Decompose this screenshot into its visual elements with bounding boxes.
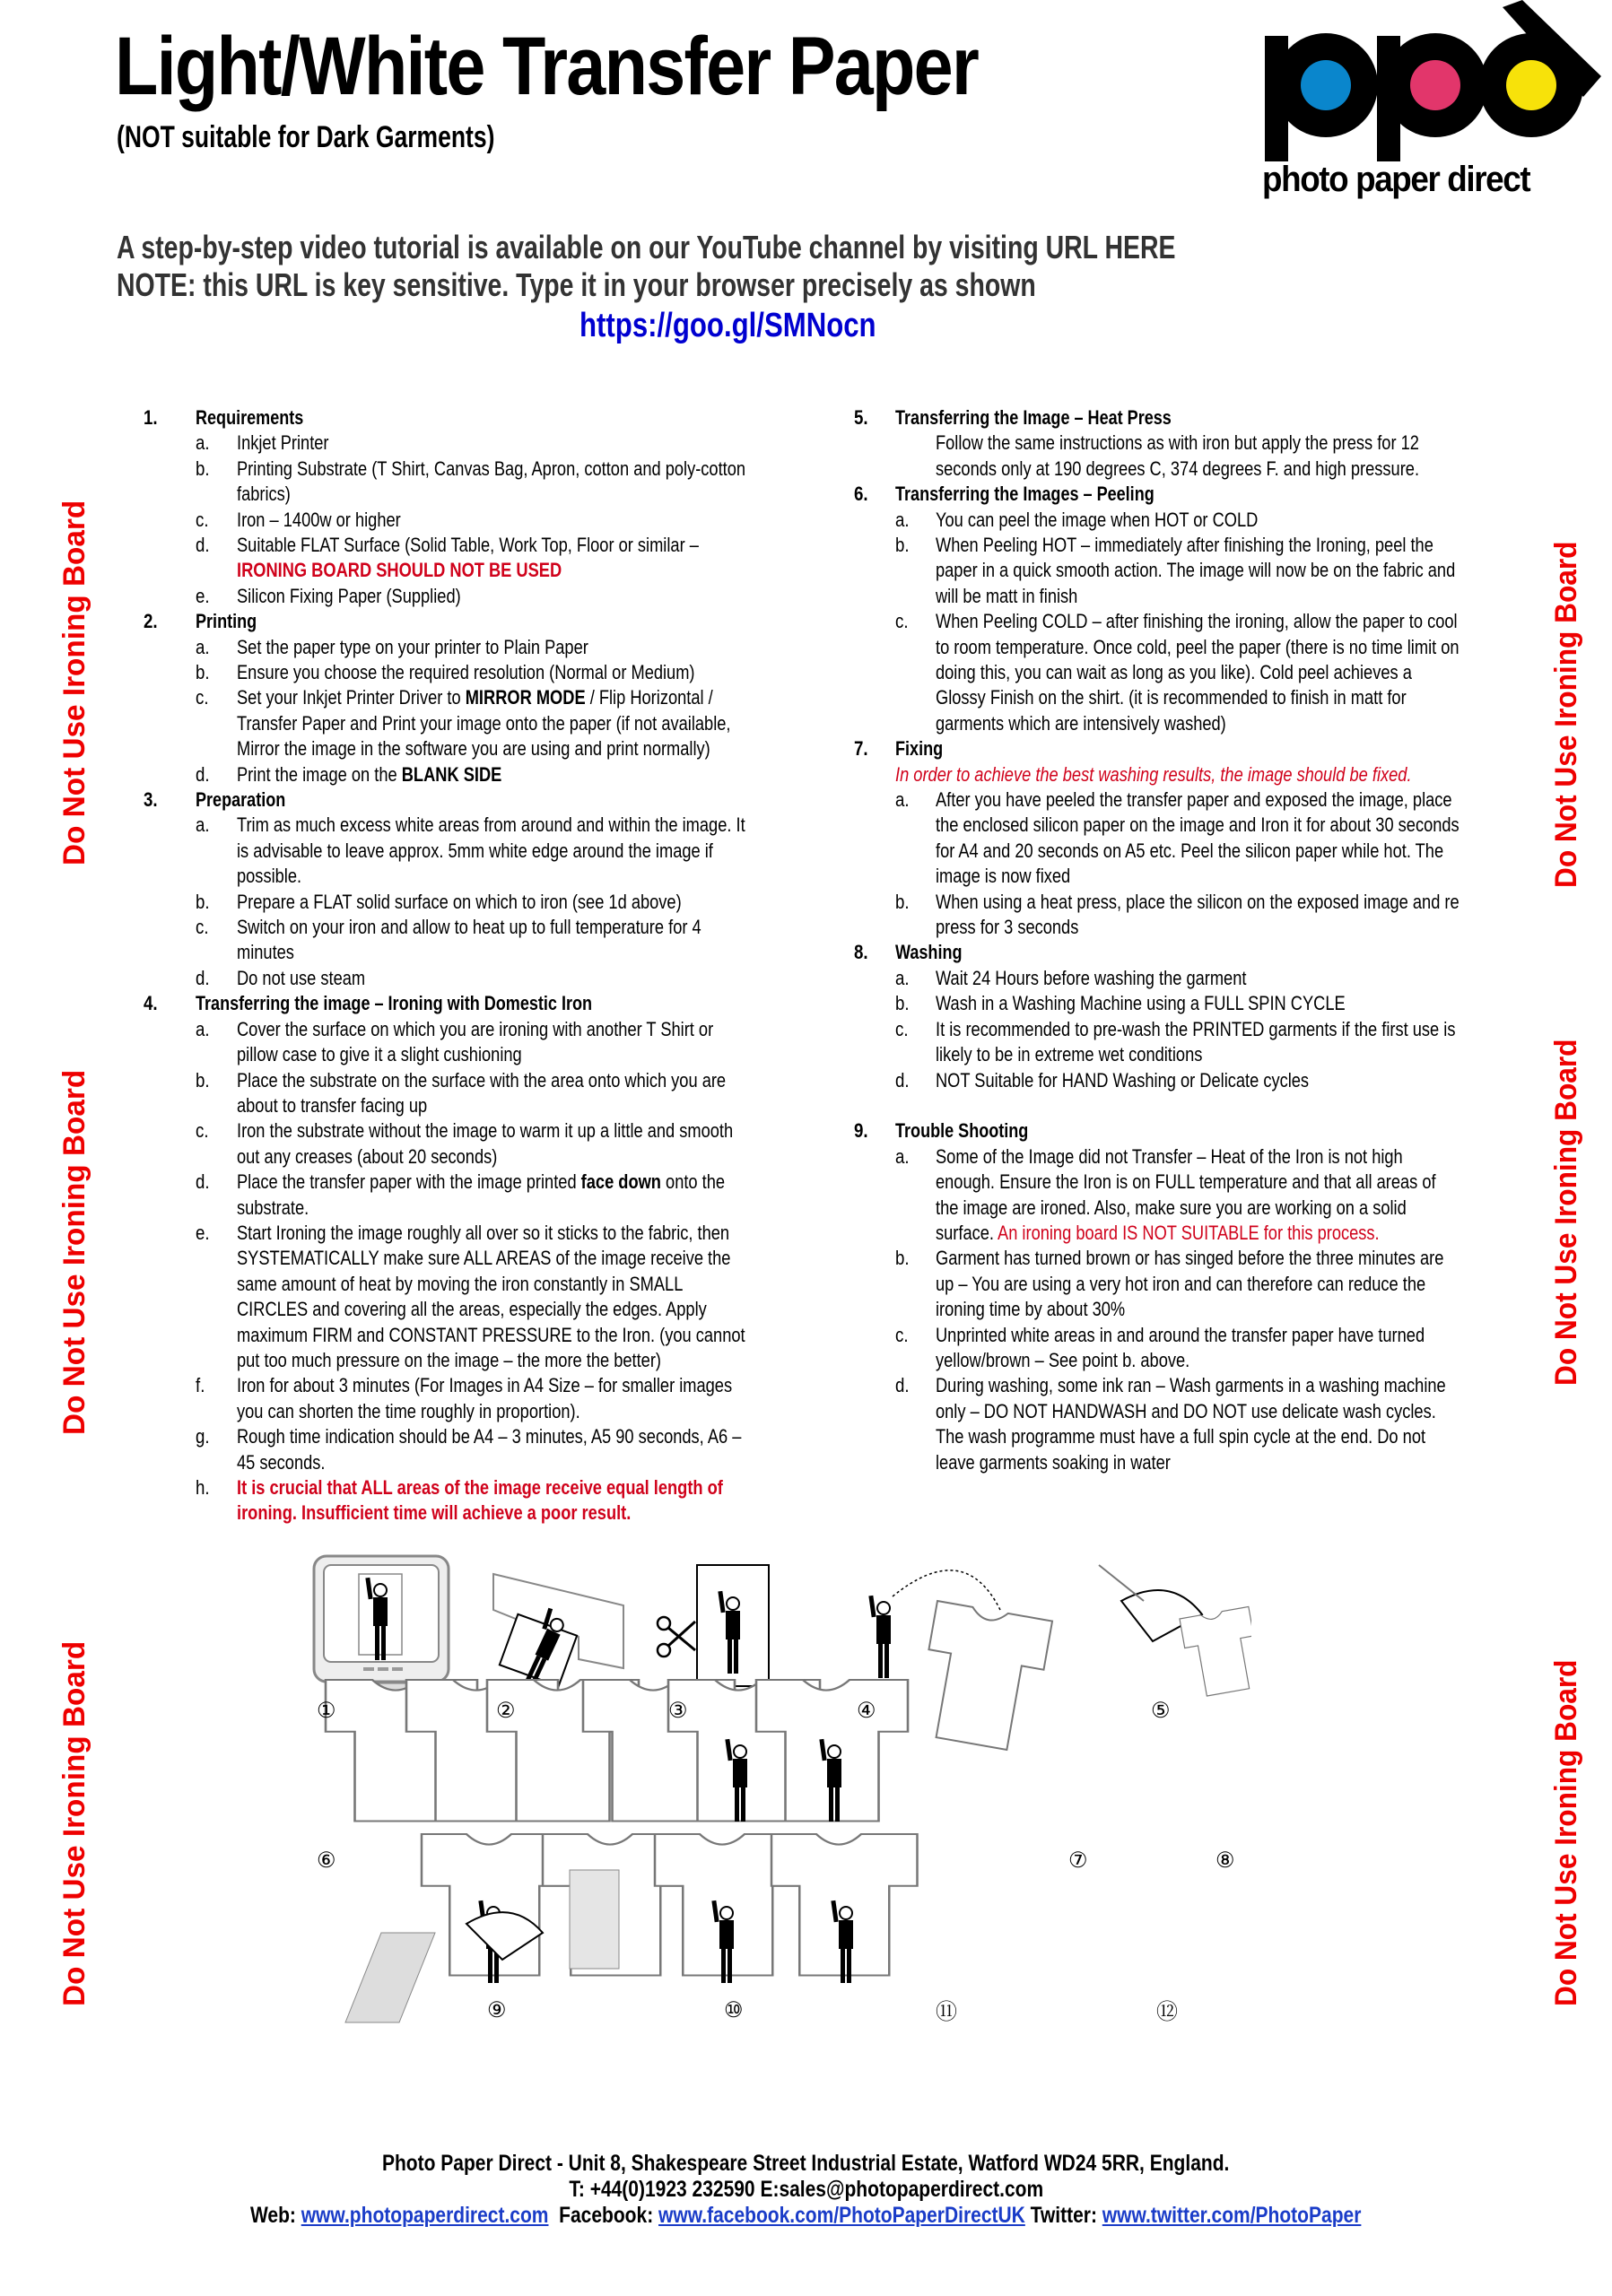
side-warning-right-2: Do Not Use Ironing Board (1549, 1039, 1583, 1386)
step-number-3: ③ (668, 1699, 688, 1723)
tutorial-url-link[interactable]: https://goo.gl/SMNocn (579, 307, 876, 344)
item-text (237, 1170, 751, 1221)
section-trouble-shooting (854, 1118, 1518, 1475)
item-letter: e. (196, 584, 210, 607)
blank-side-emphasis: BLANK SIDE (401, 762, 502, 786)
list-item (144, 635, 807, 660)
instructions-right-column (854, 405, 1518, 1475)
step-number-8: ⑧ (1216, 1848, 1235, 1873)
section-title: Trouble Shooting (895, 1119, 1029, 1143)
list-item (854, 1017, 1518, 1068)
section-number: 8. (854, 941, 868, 964)
section-title: Transferring the image – Ironing with Domestic Iron (196, 992, 593, 1015)
item-text: Start Ironing the image roughly all over so it sticks to the fabric, then SYSTEMATICALLY make sure ALL AREAS of the image receive the same amount of heat by moving the iron constantly in SMALL CIRCLES and covering all the areas, especially the edges. Apply maximum FIRM and CONSTANT PRESSURE to the Iron. (you cannot put too much pressure on the image – the more the better) (237, 1221, 745, 1371)
ironing-board-warning: IRONING BOARD SHOULD NOT BE USED (237, 559, 562, 582)
item-letter: d. (196, 1170, 210, 1194)
step-number-12: ⑫ (1156, 2000, 1178, 2024)
section-title: Preparation (196, 788, 286, 812)
item-letter: a. (196, 1017, 210, 1040)
item-letter: c. (196, 508, 209, 531)
side-warning-left-1: Do Not Use Ironing Board (57, 500, 91, 865)
item-text: It is recommended to pre-wash the PRINTED garments if the first use is likely to be in extreme wet conditions (936, 1017, 1456, 1066)
item-letter: b. (895, 1247, 910, 1270)
item-text: During washing, some ink ran – Wash garments in a washing machine only – DO NOT HANDWASH and DO NOT use delicate wash cycles. The wash programme must have a full spin cycle at the end. Do not leave garments soaking in water (936, 1374, 1446, 1474)
item-text-part: Place the transfer paper with the image printed (237, 1170, 581, 1194)
list-item (144, 915, 807, 966)
item-text: Iron the substrate without the image to warm it up a little and smooth out any creases (about 20 seconds) (237, 1119, 734, 1168)
side-warning-left-2: Do Not Use Ironing Board (57, 1069, 91, 1435)
list-item (144, 1424, 807, 1475)
item-text: Do not use steam (237, 966, 366, 989)
list-item (144, 508, 807, 533)
section-ironing (144, 991, 807, 1526)
list-item (854, 609, 1518, 736)
step-2-printer-icon (493, 1574, 623, 1692)
section-title: Transferring the Image – Heat Press (895, 406, 1172, 429)
section-number: 3. (144, 788, 158, 812)
item-text: Unprinted white areas in and around the transfer paper have turned yellow/brown – See point b. above. (936, 1323, 1425, 1371)
section-washing (854, 940, 1518, 1092)
item-letter: b. (196, 1068, 210, 1091)
facebook-link[interactable]: www.facebook.com/PhotoPaperDirectUK (658, 2203, 1026, 2228)
item-text-part: / Flip Horizontal / Transfer Paper and Print your image onto the paper (if not available, Mirror the image in the software you are using and print normally) (237, 686, 731, 761)
item-letter: b. (196, 457, 210, 480)
section-printing (144, 609, 807, 787)
fixing-note: In order to achieve the best washing results, the image should be fixed. (895, 762, 1412, 786)
item-text: Set the paper type on your printer to Plain Paper (237, 635, 588, 658)
item-text (237, 533, 751, 584)
section-title: Washing (895, 941, 963, 964)
ppd-logo (1242, 0, 1601, 206)
item-letter: a. (895, 788, 910, 812)
section-number: 9. (854, 1119, 868, 1143)
side-warning-right-3: Do Not Use Ironing Board (1549, 1659, 1583, 2006)
item-letter: c. (196, 1119, 209, 1143)
item-letter: b. (196, 661, 210, 684)
section-title: Requirements (196, 406, 304, 429)
page-title: Light/White Transfer Paper (115, 21, 979, 112)
item-text: Switch on your iron and allow to heat up to full temperature for 4 minutes (237, 916, 701, 964)
mirror-mode-emphasis: MIRROR MODE (465, 686, 586, 709)
step-number-5: ⑤ (1151, 1699, 1171, 1723)
item-text-part: Set your Inkjet Printer Driver to (237, 686, 466, 709)
item-text (237, 685, 751, 761)
section-heat-press (854, 405, 1518, 482)
section-number: 5. (854, 406, 868, 429)
step-number-11: ⑪ (936, 2000, 957, 2024)
section-title: Fixing (895, 737, 944, 761)
section-preparation (144, 787, 807, 991)
section-number: 1. (144, 406, 158, 429)
list-item (854, 1144, 1518, 1247)
transfer-steps-diagram (309, 1538, 1251, 2112)
item-text: When Peeling HOT – immediately after finishing the Ironing, peel the paper in a quick smooth action. The image will now be on the fabric and will be matt in finish (936, 534, 1456, 607)
item-letter: a. (196, 813, 210, 837)
web-label: Web: (250, 2203, 302, 2228)
item-letter: d. (196, 534, 210, 557)
item-letter: a. (895, 1144, 910, 1168)
logo-tagline: photo paper direct (1262, 160, 1530, 199)
website-link[interactable]: www.photopaperdirect.com (301, 2203, 549, 2228)
list-item (144, 966, 807, 991)
item-text: Ensure you choose the required resolution (Normal or Medium) (237, 661, 695, 684)
list-item (144, 1118, 807, 1170)
section-title: Transferring the Images – Peeling (895, 483, 1155, 506)
step-12-final-shirt-icon (771, 1834, 918, 1983)
list-item (854, 890, 1518, 941)
section-number: 2. (144, 610, 158, 633)
item-letter: c. (895, 610, 909, 633)
section-number: 6. (854, 483, 868, 506)
list-item (144, 1373, 807, 1424)
list-item (854, 1373, 1518, 1475)
item-letter: f. (196, 1374, 205, 1397)
item-letter: a. (196, 431, 210, 455)
step-number-10: ⑩ (724, 1998, 744, 2022)
item-letter: a. (196, 635, 210, 658)
step-illustrations (309, 1538, 1251, 2112)
item-text: NOT Suitable for HAND Washing or Delicate cycles (936, 1068, 1310, 1091)
step-number-6: ⑥ (317, 1848, 336, 1873)
step-number-9: ⑨ (487, 1998, 507, 2022)
twitter-link[interactable]: www.twitter.com/PhotoPaper (1102, 2203, 1362, 2228)
item-letter: d. (196, 762, 210, 786)
footer-links (250, 2203, 1361, 2229)
item-letter: b. (895, 890, 910, 913)
section-number: 4. (144, 992, 158, 1015)
spacer (854, 1093, 1518, 1118)
item-letter: b. (196, 890, 210, 913)
list-item (854, 508, 1518, 533)
item-text-part: Suitable FLAT Surface (Solid Table, Work Top, Floor or similar – (237, 534, 699, 557)
step-number-2: ② (496, 1699, 516, 1723)
facebook-label: Facebook: (559, 2203, 659, 2228)
list-item (854, 991, 1518, 1016)
heat-press-paragraph: Follow the same instructions as with iron but apply the press for 12 seconds only at 190 degrees C, 374 degrees F. and high pressure. (936, 431, 1420, 480)
item-text (936, 1144, 1460, 1247)
list-item (144, 1170, 807, 1221)
item-letter: b. (895, 992, 910, 1015)
list-item (144, 890, 807, 915)
step-5-iron-icon (1099, 1565, 1251, 1699)
list-item (854, 533, 1518, 609)
item-letter: d. (895, 1374, 910, 1397)
item-text-part: Print the image on the (237, 762, 402, 786)
item-text: Prepare a FLAT solid surface on which to iron (see 1d above) (237, 890, 682, 913)
list-item (144, 1068, 807, 1119)
item-letter: a. (895, 508, 910, 531)
footer-contact: T: +44(0)1923 232590 E:sales@photopaperdirect.com (569, 2177, 1043, 2202)
list-item (144, 430, 807, 456)
section-peeling (854, 482, 1518, 736)
side-warning-right-1: Do Not Use Ironing Board (1549, 541, 1583, 888)
item-text: Iron – 1400w or higher (237, 508, 401, 531)
tutorial-note: NOTE: this URL is key sensitive. Type it in your browser precisely as shown (117, 266, 1036, 303)
list-item (144, 813, 807, 889)
item-text: Wash in a Washing Machine using a FULL SPIN CYCLE (936, 992, 1346, 1015)
item-text: When using a heat press, place the silicon on the exposed image and re press for 3 seconds (936, 890, 1460, 939)
list-item (144, 660, 807, 685)
footer (0, 2151, 1612, 2229)
item-text (237, 762, 751, 787)
item-letter: a. (895, 966, 910, 989)
item-letter: c. (196, 686, 209, 709)
section-fixing (854, 736, 1518, 940)
item-letter: h. (196, 1476, 210, 1499)
list-item (144, 762, 807, 787)
item-text: Inkjet Printer (237, 431, 329, 455)
step-3-scissors-icon (658, 1565, 769, 1686)
item-text: Trim as much excess white areas from around and within the image. It is advisable to leave approx. 5mm white edge around the image if possible. (237, 813, 745, 888)
list-item (854, 1068, 1518, 1093)
step-number-7: ⑦ (1068, 1848, 1088, 1873)
face-down-emphasis: face down (580, 1170, 661, 1194)
section-requirements (144, 405, 807, 609)
section-number: 7. (854, 737, 868, 761)
section-title: Printing (196, 610, 257, 633)
tutorial-line: A step-by-step video tutorial is available on our YouTube channel by visiting URL HERE (117, 229, 1176, 265)
instructions-left-column (144, 405, 807, 1526)
item-text: After you have peeled the transfer paper and exposed the image, place the enclosed silicon paper on the image and Iron it for about 30 seconds for A4 and 20 seconds on A5 etc. Peel the silicon paper while hot. The image is now fixed (936, 788, 1460, 888)
crucial-warning: It is crucial that ALL areas of the image receive equal length of ironing. Insufficient time will achieve a poor result. (237, 1476, 723, 1525)
list-item (144, 1017, 807, 1068)
item-text: When Peeling COLD – after finishing the ironing, allow the paper to cool to room temperature. Once cold, peel the paper (there is no time limit on doing this, you can wait as long as you like). Cold peel achieves a Glossy Finish on the shirt. (it is recommended to finish in matt for garments which are intensively washed) (936, 610, 1460, 735)
item-letter: c. (895, 1323, 909, 1346)
item-text: You can peel the image when HOT or COLD (936, 508, 1259, 531)
item-text-part: onto the substrate. (237, 1170, 726, 1219)
side-warning-left-3: Do Not Use Ironing Board (57, 1640, 91, 2006)
step-1-monitor-icon (314, 1556, 449, 1692)
list-item (144, 1475, 807, 1526)
item-letter: d. (895, 1068, 910, 1091)
item-letter: d. (196, 966, 210, 989)
list-item (144, 584, 807, 609)
item-letter: e. (196, 1221, 210, 1244)
item-text: Wait 24 Hours before washing the garment (936, 966, 1247, 989)
item-text: Cover the surface on which you are ironing with another T Shirt or pillow case to give it a slight cushioning (237, 1017, 714, 1066)
ironing-board-unsuitable-warning: An ironing board IS NOT SUITABLE for this process. (998, 1221, 1380, 1244)
list-item (854, 1246, 1518, 1322)
item-text: Garment has turned brown or has singed before the three minutes are up – You are using a very hot iron and can therefore can reduce the ironing time by about 30% (936, 1247, 1444, 1321)
item-text: Iron for about 3 minutes (For Images in A4 Size – for smaller images you can shorten the time roughly in proportion). (237, 1374, 733, 1422)
list-item (854, 966, 1518, 991)
list-item (144, 685, 807, 761)
item-letter: g. (196, 1425, 210, 1448)
list-item (854, 787, 1518, 890)
item-letter: c. (895, 1017, 909, 1040)
item-letter: c. (196, 916, 209, 939)
list-item (854, 1323, 1518, 1374)
item-text: Rough time indication should be A4 – 3 minutes, A5 90 seconds, A6 – 45 seconds. (237, 1425, 742, 1474)
list-item (144, 457, 807, 508)
step-number-1: ① (317, 1699, 336, 1723)
list-item (144, 1221, 807, 1373)
list-item (144, 533, 807, 584)
item-text: Place the substrate on the surface with the area onto which you are about to transfer facing up (237, 1068, 727, 1117)
item-text: Printing Substrate (T Shirt, Canvas Bag, Apron, cotton and poly-cotton fabrics) (237, 457, 746, 506)
item-letter: b. (895, 534, 910, 556)
twitter-label: Twitter: (1025, 2203, 1103, 2228)
footer-address: Photo Paper Direct - Unit 8, Shakespeare Street Industrial Estate, Watford WD24 5RR, England. (382, 2151, 1230, 2176)
step-number-4: ④ (857, 1699, 876, 1723)
page-subtitle: (NOT suitable for Dark Garments) (117, 120, 495, 154)
item-text: Silicon Fixing Paper (Supplied) (237, 584, 461, 607)
item-text-part: Some of the Image did not Transfer – Heat of the Iron is not high enough. Ensure the Iron is on FULL temperature and that all areas of the image are ironed. Also, make sure you are working on a solid surface. (936, 1144, 1436, 1244)
